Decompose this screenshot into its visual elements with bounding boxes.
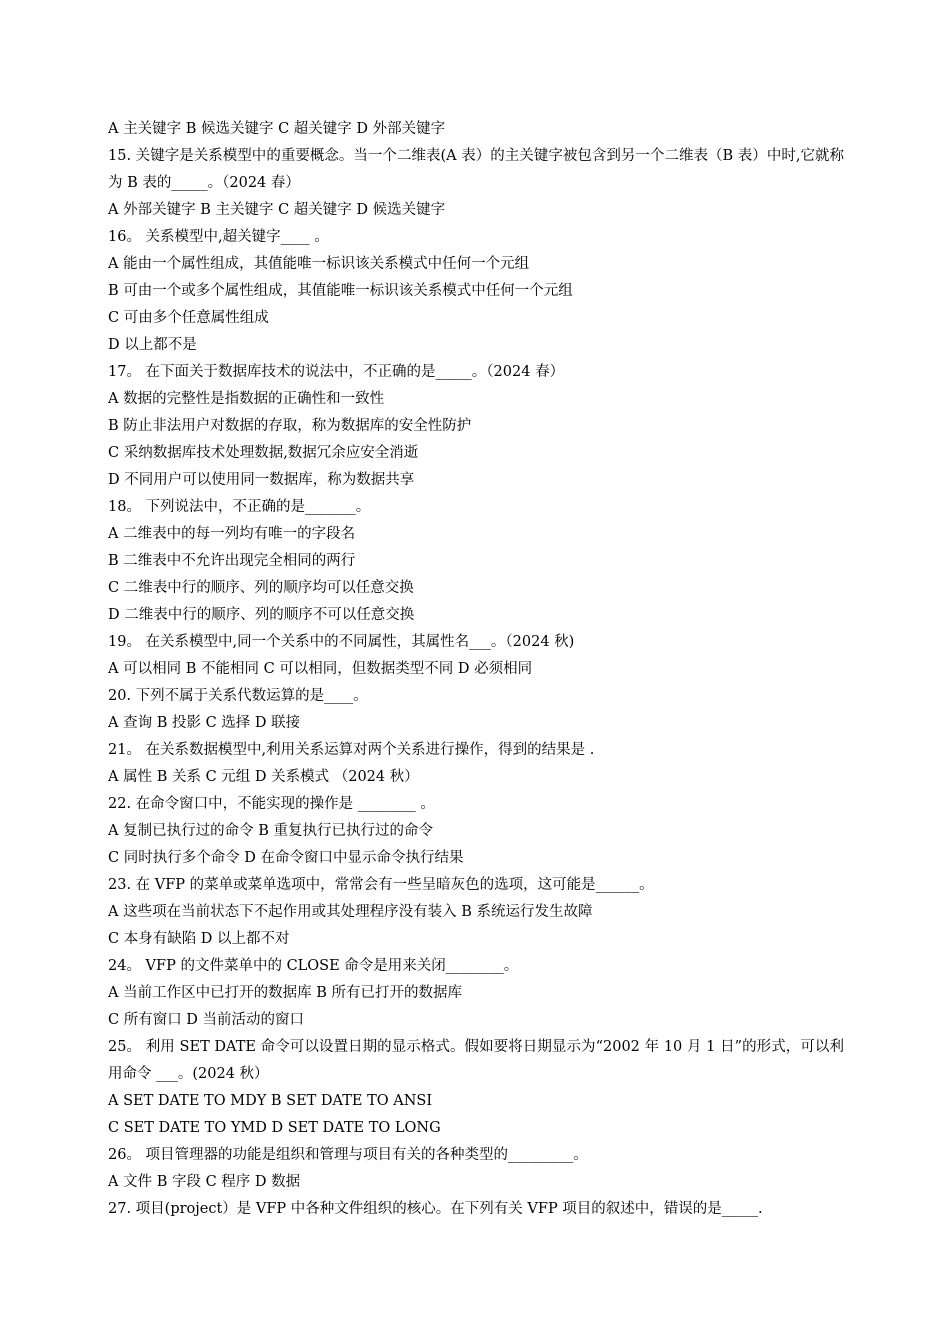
q17-option-b: B 防止非法用户对数据的存取，称为数据库的安全性防护 [108, 418, 472, 434]
q23-stem: 23. 在 VFP 的菜单或菜单选项中，常常会有一些呈暗灰色的选项，这可能是______。 [108, 877, 654, 893]
q18-option-b: B 二维表中不允许出现完全相同的两行 [108, 553, 356, 569]
q19-stem: 19。 在关系模型中,同一个关系中的不同属性，其属性名___。（2024 秋) [108, 634, 575, 650]
q23-options-cd: C 本身有缺陷 D 以上都不对 [108, 931, 290, 947]
q21-stem: 21。 在关系数据模型中,利用关系运算对两个关系进行操作，得到的结果是 . [108, 742, 595, 758]
q22-stem: 22. 在命令窗口中，不能实现的操作是 ________ 。 [108, 796, 435, 812]
q19-options: A 可以相同 B 不能相同 C 可以相同，但数据类型不同 D 必须相同 [108, 661, 533, 677]
q16-option-a: A 能由一个属性组成，其值能唯一标识该关系模式中任何一个元组 [108, 256, 530, 272]
q18-option-a: A 二维表中的每一列均有唯一的字段名 [108, 526, 356, 542]
q26-stem: 26。 项目管理器的功能是组织和管理与项目有关的各种类型的_________。 [108, 1147, 588, 1163]
q20-stem: 20. 下列不属于关系代数运算的是____。 [108, 688, 368, 704]
q16-stem: 16。 关系模型中,超关键字____ 。 [108, 229, 329, 245]
q23-options-ab: A 这些项在当前状态下不起作用或其处理程序没有装入 B 系统运行发生故障 [108, 904, 593, 920]
q25-stem: 25。 利用 SET DATE 命令可以设置日期的显示格式。假如要将日期显示为“2002 年 10 月 1 日”的形式，可以利用命令 ___。(2024 秋） [108, 1039, 844, 1082]
q16-option-b: B 可由一个或多个属性组成，其值能唯一标识该关系模式中任何一个元组 [108, 283, 573, 299]
q25-options-cd: C SET DATE TO YMD D SET DATE TO LONG [108, 1120, 441, 1136]
q25-options-ab: A SET DATE TO MDY B SET DATE TO ANSI [108, 1093, 433, 1109]
q26-options: A 文件 B 字段 C 程序 D 数据 [108, 1174, 301, 1190]
q24-stem: 24。 VFP 的文件菜单中的 CLOSE 命令是用来关闭________。 [108, 958, 519, 974]
document-page [108, 116, 844, 1223]
q27-stem: 27. 项目(project）是 VFP 中各种文件组织的核心。在下列有关 VFP 项目的叙述中，错误的是_____. [108, 1201, 763, 1217]
q24-options-ab: A 当前工作区中已打开的数据库 B 所有已打开的数据库 [108, 985, 462, 1001]
q16-option-d: D 以上都不是 [108, 337, 197, 353]
q20-options: A 查询 B 投影 C 选择 D 联接 [108, 715, 301, 731]
q15-stem: 15. 关键字是关系模型中的重要概念。当一个二维表(A 表）的主关键字被包含到另一个二维表（B 表）中时,它就称为 B 表的_____。（2024 春） [108, 148, 844, 191]
q17-option-c: C 采纳数据库技术处理数据,数据冗余应安全消逝 [108, 445, 419, 461]
q22-options-ab: A 复制已执行过的命令 B 重复执行已执行过的命令 [108, 823, 433, 839]
q21-options: A 属性 B 关系 C 元组 D 关系模式 （2024 秋） [108, 769, 419, 785]
q17-stem: 17。 在下面关于数据库技术的说法中，不正确的是_____。（2024 春） [108, 364, 565, 380]
q17-option-d: D 不同用户可以使用同一数据库，称为数据共享 [108, 472, 415, 488]
q17-option-a: A 数据的完整性是指数据的正确性和一致性 [108, 391, 385, 407]
q18-stem: 18。 下列说法中，不正确的是_______。 [108, 499, 371, 515]
q22-options-cd: C 同时执行多个命令 D 在命令窗口中显示命令执行结果 [108, 850, 464, 866]
q18-option-c: C 二维表中行的顺序、列的顺序均可以任意交换 [108, 580, 414, 596]
q18-option-d: D 二维表中行的顺序、列的顺序不可以任意交换 [108, 607, 415, 623]
q15-options: A 外部关键字 B 主关键字 C 超关键字 D 候选关键字 [108, 202, 446, 218]
q24-options-cd: C 所有窗口 D 当前活动的窗口 [108, 1012, 305, 1028]
q14-options: A 主关键字 B 候选关键字 C 超关键字 D 外部关键字 [108, 121, 446, 137]
q16-option-c: C 可由多个任意属性组成 [108, 310, 269, 326]
